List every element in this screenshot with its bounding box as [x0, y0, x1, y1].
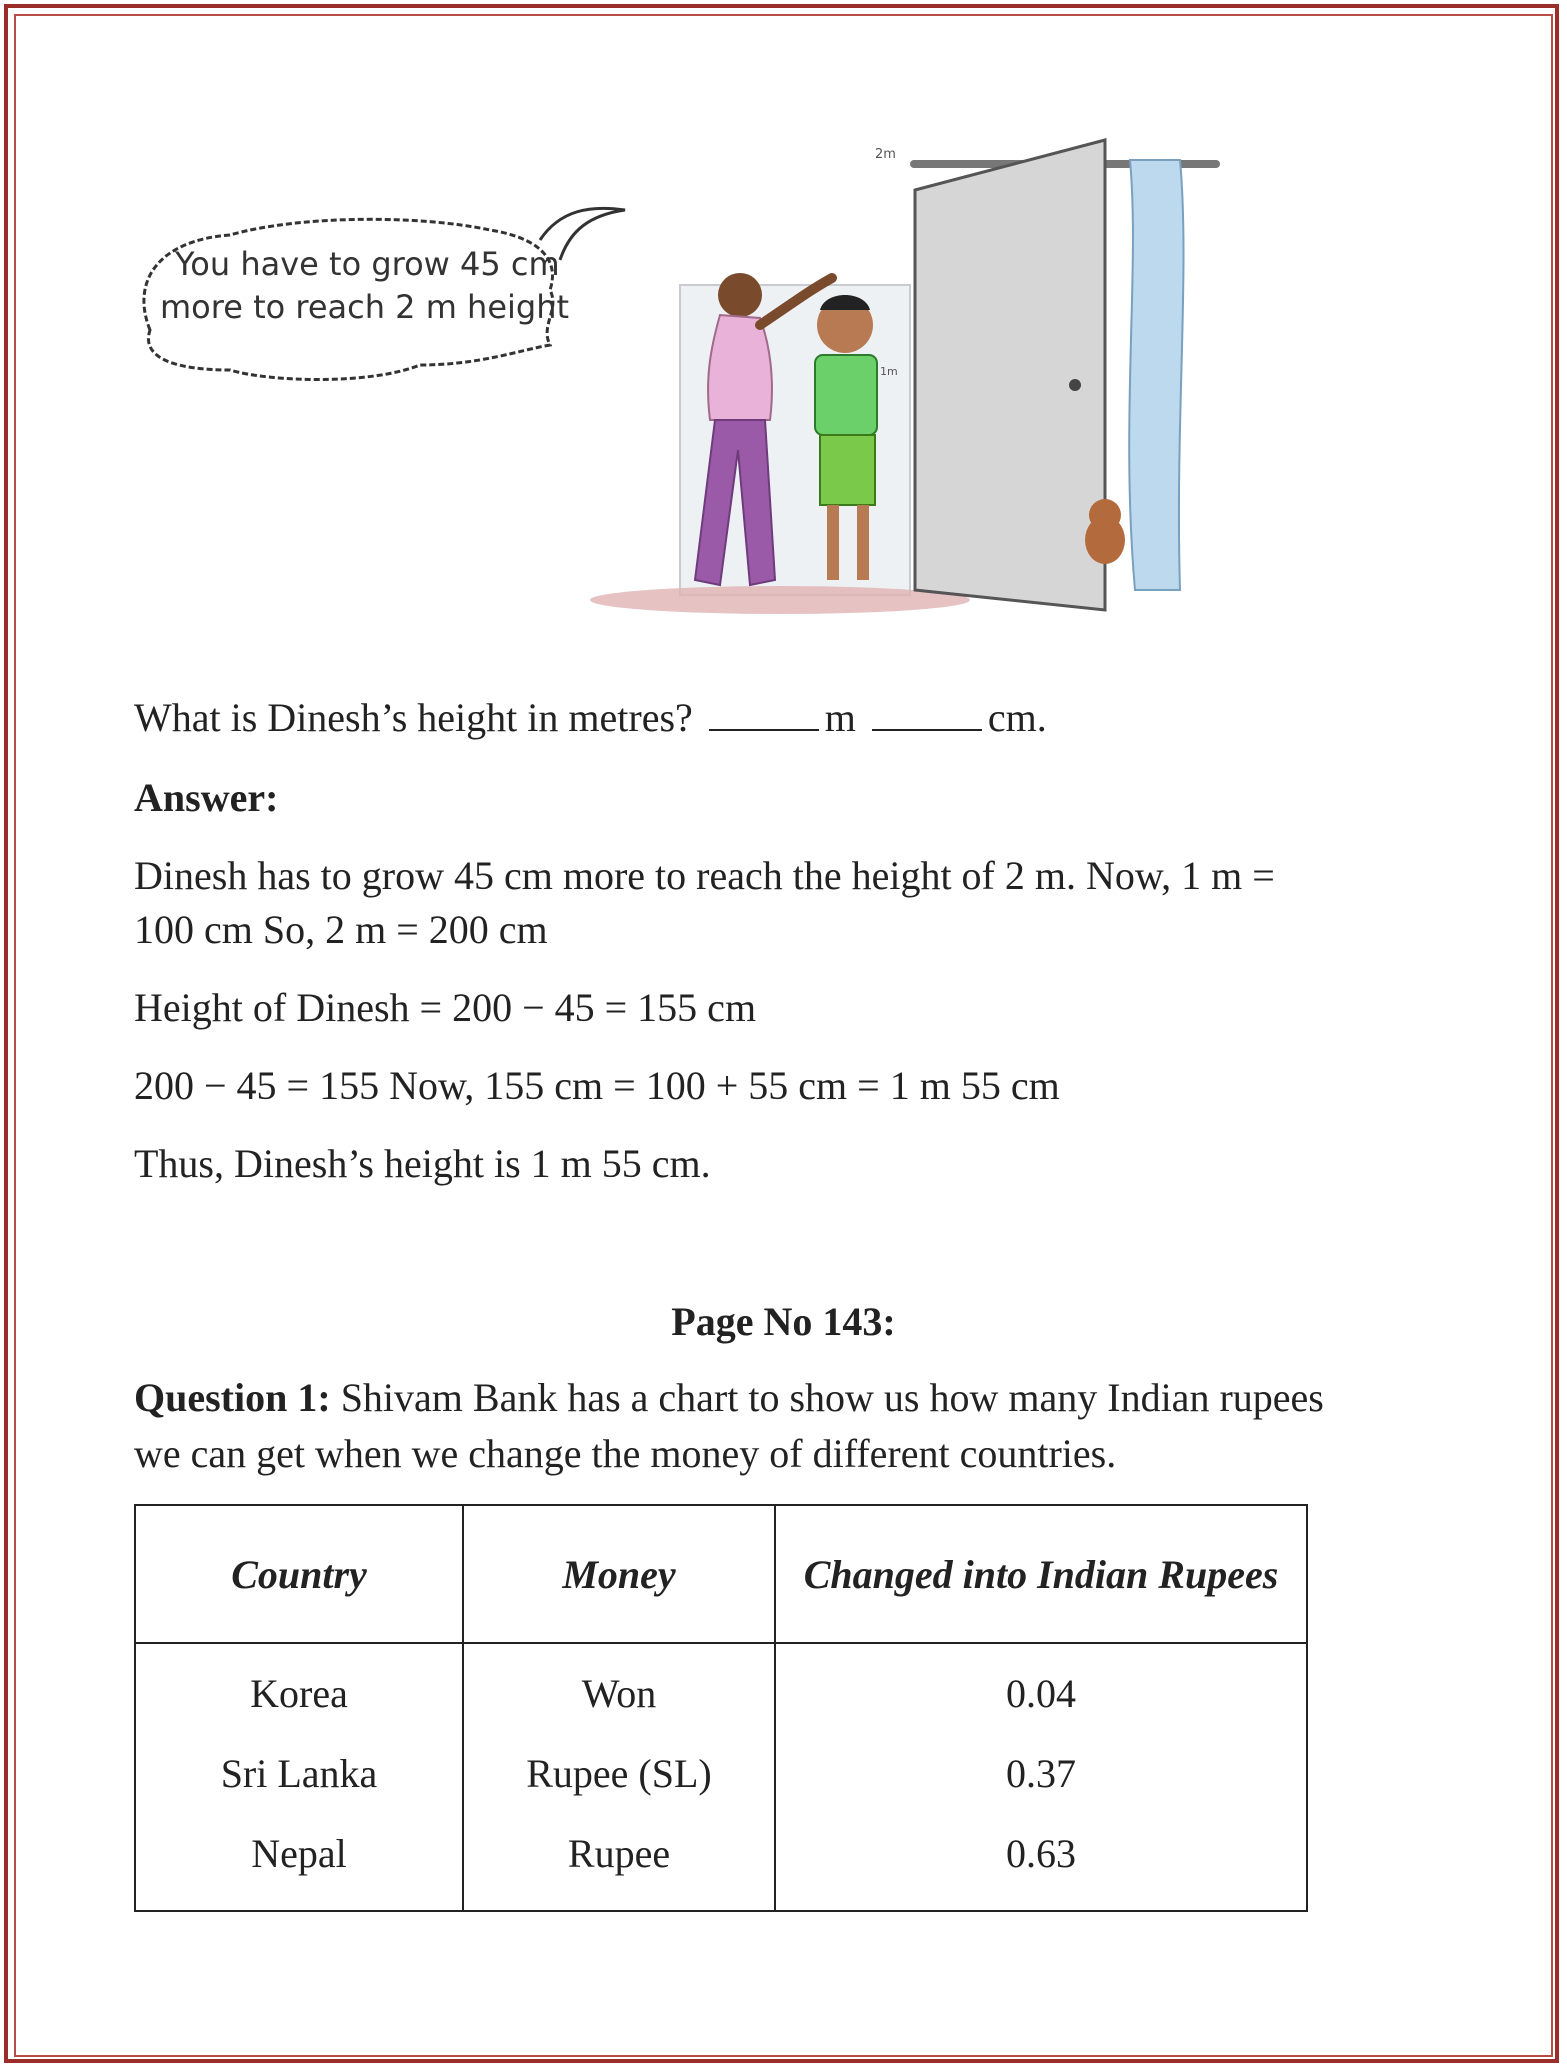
cell-country: Korea: [135, 1643, 463, 1733]
cell-money: Rupee (SL): [463, 1733, 775, 1813]
answer-heading: Answer:: [134, 775, 279, 820]
question-prefix: What is Dinesh’s height in metres?: [134, 695, 693, 740]
header-money: Money: [463, 1505, 775, 1643]
cell-rupees: 0.37: [775, 1733, 1307, 1813]
unit-m: m: [824, 695, 856, 740]
question1-text-1: Shivam Bank has a chart to show us how many Indian rupees: [330, 1375, 1324, 1420]
speech-bubble-line1: You have to grow 45 cm: [175, 245, 560, 283]
cell-country: Sri Lanka: [135, 1733, 463, 1813]
table-row: [135, 1643, 1307, 1733]
height-mark-2m: 2m: [875, 147, 896, 162]
header-country: Country: [135, 1505, 463, 1643]
cell-rupees: 0.63: [775, 1813, 1307, 1911]
height-mark-1m: 1m: [880, 365, 898, 378]
question1-line-2: we can get when we change the money of different countries.: [134, 1431, 1117, 1476]
currency-table: [134, 1504, 1308, 1912]
cell-country: Nepal: [135, 1813, 463, 1911]
answer-line-3: Height of Dinesh = 200 − 45 = 155 cm: [134, 985, 757, 1030]
answer-line-5: Thus, Dinesh’s height is 1 m 55 cm.: [134, 1141, 711, 1186]
cell-money: Won: [463, 1643, 775, 1733]
centimetres-blank: [872, 699, 982, 731]
table-row: [135, 1813, 1307, 1911]
header-rupees: Changed into Indian Rupees: [775, 1505, 1307, 1643]
cell-money: Rupee: [463, 1813, 775, 1911]
table-header-row: [135, 1505, 1307, 1643]
answer-line-1: Dinesh has to grow 45 cm more to reach the height of 2 m. Now, 1 m =: [134, 853, 1275, 898]
height-measurement-illustration: [120, 120, 1240, 650]
answer-line-2: 100 cm So, 2 m = 200 cm: [134, 907, 548, 952]
question1-label: Question 1:: [134, 1375, 331, 1420]
page-heading: Page No 143:: [671, 1299, 896, 1344]
cell-rupees: 0.04: [775, 1643, 1307, 1733]
speech-bubble-line2: more to reach 2 m height: [160, 288, 570, 326]
table-row: [135, 1733, 1307, 1813]
question1-line-1: [134, 1374, 1324, 1422]
answer-line-4: 200 − 45 = 155 Now, 155 cm = 100 + 55 cm = 1 m 55 cm: [134, 1063, 1060, 1108]
metres-blank: [709, 699, 819, 731]
question-line: [134, 694, 1047, 742]
door: [915, 140, 1105, 610]
unit-cm: cm.: [987, 695, 1047, 740]
